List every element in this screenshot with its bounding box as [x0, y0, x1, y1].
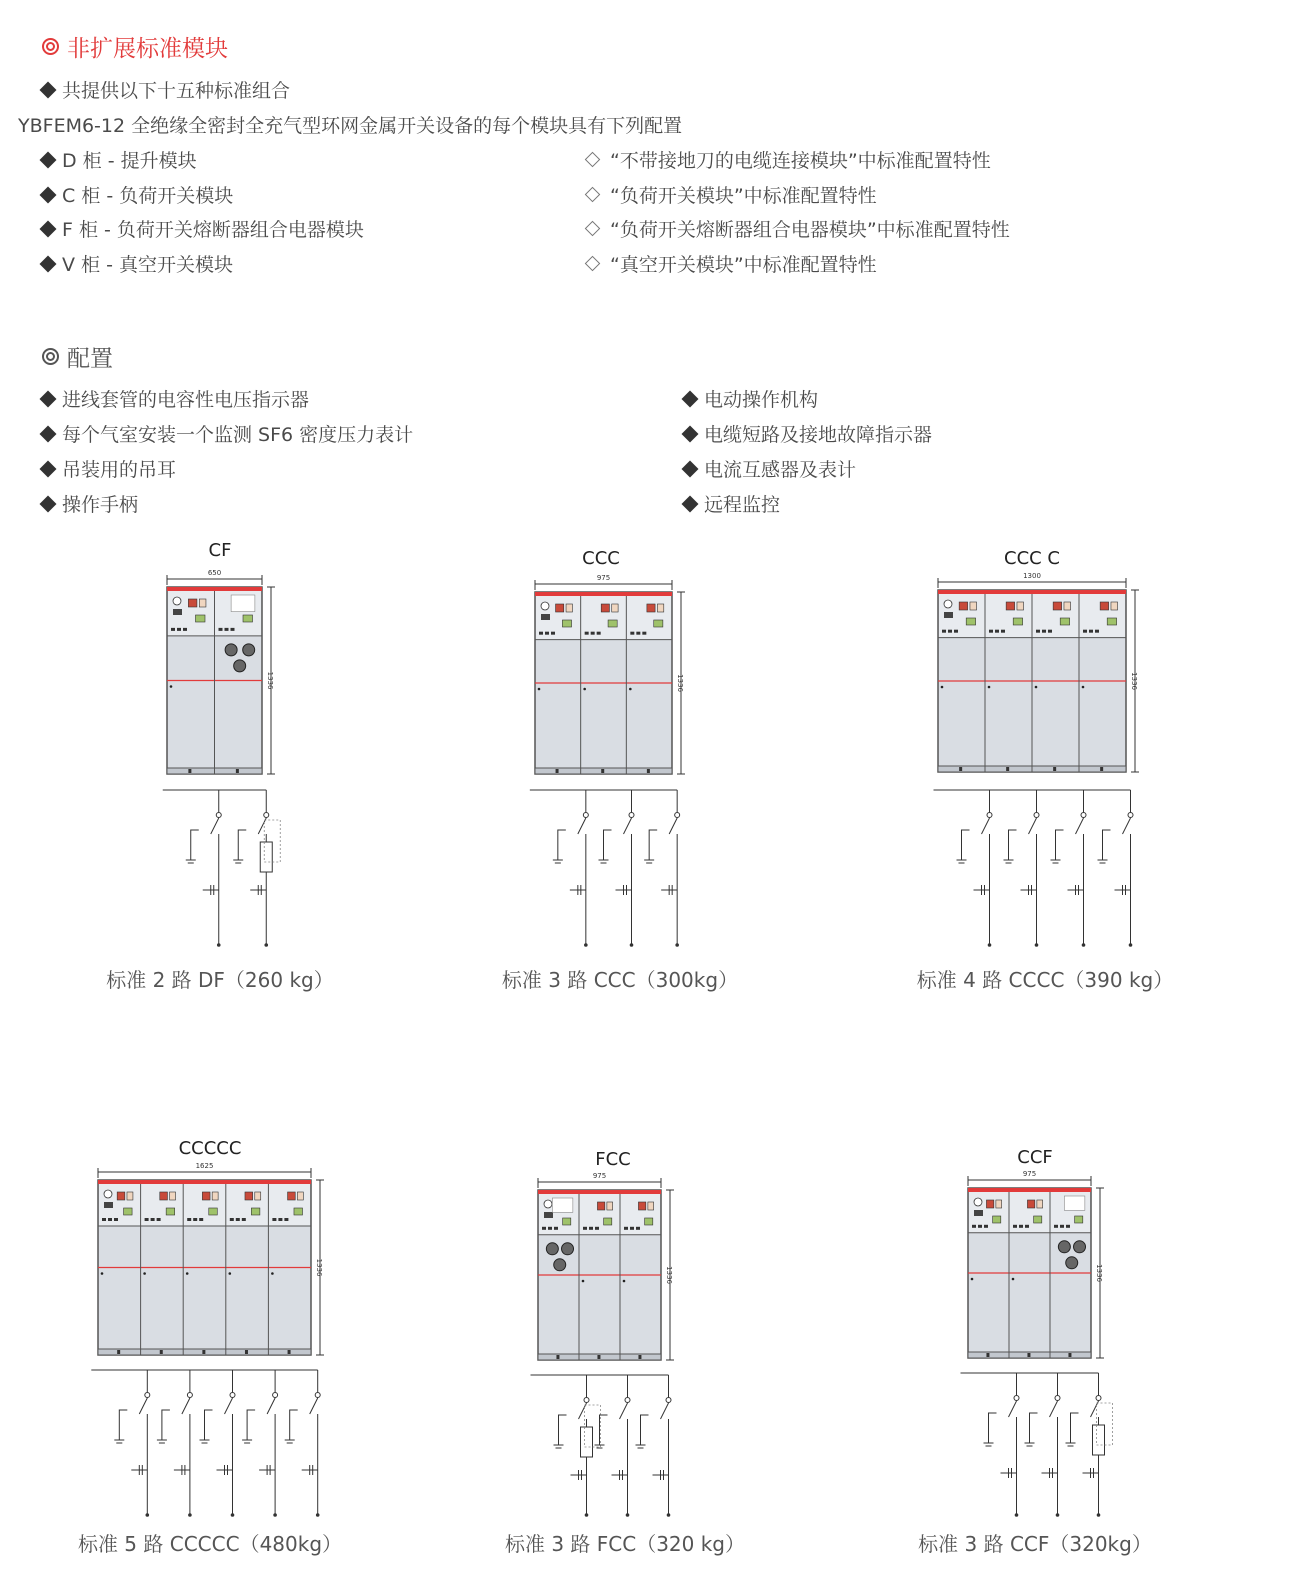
- cabinet-title: CCCCC: [178, 1138, 242, 1159]
- control-switch: [1027, 1200, 1034, 1208]
- disconnector-contact: [1014, 1396, 1019, 1401]
- module-feature-f: “负荷开关熔断器组合电器模块”中标准配置特性: [583, 215, 1010, 242]
- door-lock: [971, 1278, 974, 1281]
- base-foot: [986, 1353, 989, 1357]
- terminal-dot: [1025, 1225, 1029, 1228]
- description-line: YBFEM6-12 全绝缘全密封全充气型环网金属开关设备的每个模块具有下列配置: [18, 115, 683, 137]
- base-foot: [1027, 1353, 1030, 1357]
- terminal-dot: [1013, 1225, 1017, 1228]
- config-item: 每个气室安装一个监测 SF6 密度压力表计: [38, 420, 413, 447]
- cabinet-caption: 标准 4 路 CCCC（390 kg）: [916, 968, 1174, 992]
- height-dimension-label: 1336: [665, 1266, 673, 1284]
- terminal-dot: [1019, 1225, 1023, 1228]
- cabinet-title: CF: [208, 540, 232, 561]
- module-feature-v: “真空开关模块”中标准配置特性: [583, 250, 877, 277]
- section-title-text: 配置: [67, 346, 113, 372]
- switch-blade: [1050, 1401, 1058, 1417]
- config-item: 进线套管的电容性电压指示器: [38, 385, 309, 412]
- cabinet-caption: 标准 3 路 CCC（300kg）: [501, 968, 739, 992]
- fuse-window: [1064, 1196, 1085, 1210]
- operating-knob: [1074, 1241, 1086, 1253]
- module-item-f: F 柜 - 负荷开关熔断器组合电器模块: [38, 215, 364, 242]
- cable-terminal: [1097, 1513, 1101, 1517]
- cabinet-caption: 标准 2 路 DF（260 kg）: [106, 968, 334, 992]
- config-item: 电缆短路及接地故障指示器: [680, 420, 932, 447]
- cabinet-title: CCC C: [1004, 548, 1060, 569]
- module-item-d: D 柜 - 提升模块: [38, 146, 197, 173]
- intro-text: 共提供以下十五种标准组合: [62, 80, 291, 102]
- switch-blade: [1009, 1401, 1017, 1417]
- earth-switch: [1071, 1413, 1079, 1443]
- height-dimension-label: 1336: [315, 1258, 323, 1277]
- height-dimension-label: 1336: [1130, 672, 1138, 690]
- control-indicator: [996, 1200, 1002, 1208]
- width-dimension-label: 1625: [195, 1162, 214, 1170]
- config-item: 吊装用的吊耳: [38, 455, 176, 482]
- fuse-symbol: [1093, 1425, 1105, 1455]
- cabinet-caption: 标准 3 路 FCC（320 kg）: [504, 1532, 746, 1556]
- module-item-c: C 柜 - 负荷开关模块: [38, 181, 233, 208]
- cabinet-title: FCC: [595, 1149, 631, 1170]
- height-dimension-label: 1336: [676, 674, 684, 692]
- earth-switch: [1030, 1413, 1038, 1443]
- config-item: 电动操作机构: [680, 385, 818, 412]
- config-item: 操作手柄: [38, 490, 138, 517]
- width-dimension-label: 975: [592, 1172, 607, 1180]
- section-title-text: 非扩展标准模块: [67, 36, 228, 62]
- cabinet-title: CCF: [1017, 1147, 1053, 1168]
- cable-terminal: [1015, 1513, 1019, 1517]
- terminal-dot: [1066, 1225, 1070, 1228]
- control-indicator: [1037, 1200, 1043, 1208]
- config-item: 远程监控: [680, 490, 780, 517]
- width-dimension-label: 650: [207, 569, 222, 577]
- cabinet-top-band: [968, 1188, 1091, 1192]
- terminal-dot: [984, 1225, 988, 1228]
- height-dimension-label: 1336: [266, 671, 274, 690]
- operating-knob: [1066, 1257, 1078, 1269]
- terminal-dot: [1054, 1225, 1058, 1228]
- earth-switch: [989, 1413, 997, 1443]
- config-item: 电流互感器及表计: [680, 455, 856, 482]
- module-item-v: V 柜 - 真空开关模块: [38, 250, 233, 277]
- cabinet-title: CCC: [582, 548, 620, 569]
- pressure-gauge: [974, 1198, 982, 1206]
- cabinet-caption: 标准 5 路 CCCCC（480kg）: [77, 1532, 343, 1556]
- door-lock: [1012, 1278, 1015, 1281]
- width-dimension-label: 975: [1022, 1170, 1037, 1178]
- terminal-dot: [978, 1225, 982, 1228]
- status-lamp: [993, 1216, 1001, 1223]
- module-feature-d: “不带接地刀的电缆连接模块”中标准配置特性: [583, 146, 991, 173]
- terminal-dot: [972, 1225, 976, 1228]
- operating-knob: [1058, 1241, 1070, 1253]
- height-dimension-label: 1336: [1095, 1264, 1103, 1282]
- disconnector-contact: [1055, 1396, 1060, 1401]
- terminal-dot: [1060, 1225, 1064, 1228]
- disconnector-contact: [1096, 1396, 1101, 1401]
- cabinet-caption: 标准 3 路 CCF（320kg）: [918, 1532, 1152, 1556]
- status-lamp: [1075, 1216, 1083, 1223]
- control-switch: [986, 1200, 993, 1208]
- width-dimension-label: 975: [596, 574, 611, 582]
- meter-display: [974, 1210, 983, 1216]
- module-feature-c: “负荷开关模块”中标准配置特性: [583, 181, 877, 208]
- status-lamp: [1034, 1216, 1042, 1223]
- cable-terminal: [1056, 1513, 1060, 1517]
- base-foot: [1068, 1353, 1071, 1357]
- width-dimension-label: 1300: [1023, 572, 1041, 580]
